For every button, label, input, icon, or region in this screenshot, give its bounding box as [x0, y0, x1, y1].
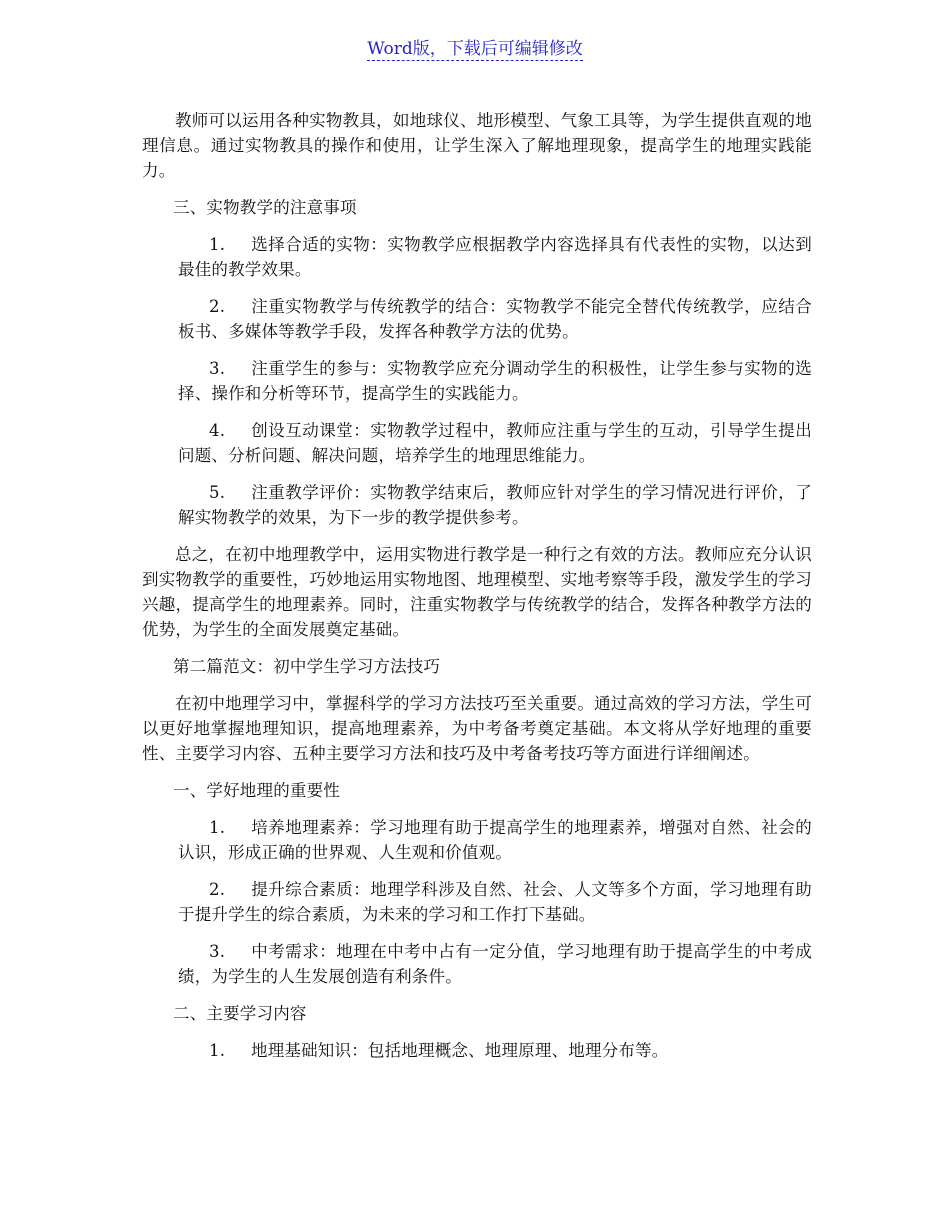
list-text: 提升综合素质：地理学科涉及自然、社会、人文等多个方面，学习地理有助于提升学生的综合素质，为未来的学习和工作打下基础。 [178, 880, 812, 924]
section-heading: 三、实物教学的注意事项 [173, 198, 357, 217]
list-number: 1. [209, 818, 226, 837]
section-heading: 一、学好地理的重要性 [173, 781, 340, 800]
list-text: 注重教学评价：实物教学结束后，教师应针对学生的学习情况进行评价，了解实物教学的效果，为下一步的教学提供参考。 [178, 483, 812, 527]
list-number: 2. [209, 297, 226, 316]
list-item [178, 939, 812, 989]
list-text: 中考需求：地理在中考中占有一定分值，学习地理有助于提高学生的中考成绩，为学生的人生发展创造有利条件。 [178, 942, 812, 986]
list-text: 培养地理素养：学习地理有助于提高学生的地理素养，增强对自然、社会的认识，形成正确的世界观、人生观和价值观。 [178, 818, 812, 862]
page-header [0, 38, 950, 60]
list-number: 5. [209, 483, 226, 502]
list-item [178, 232, 812, 282]
list-item [178, 1038, 812, 1063]
list-item [178, 815, 812, 865]
document-body [142, 108, 812, 1063]
list-number: 4. [209, 421, 226, 440]
list-item [178, 480, 812, 530]
list-text: 选择合适的实物：实物教学应根据教学内容选择具有代表性的实物，以达到最佳的教学效果。 [178, 235, 812, 279]
download-edit-link[interactable]: Word版，下载后可编辑修改 [367, 39, 583, 59]
list-number: 1. [209, 235, 226, 254]
list-number: 2. [209, 880, 226, 899]
list-number: 3. [209, 359, 226, 378]
list-item [178, 294, 812, 344]
list-text: 注重学生的参与：实物教学应充分调动学生的积极性，让学生参与实物的选择、操作和分析等环节，提高学生的实践能力。 [178, 359, 812, 403]
list-item [178, 877, 812, 927]
list-text: 注重实物教学与传统教学的结合：实物教学不能完全替代传统教学，应结合板书、多媒体等教学手段，发挥各种教学方法的优势。 [178, 297, 812, 341]
list-number: 3. [209, 942, 226, 961]
list-number: 1. [209, 1041, 226, 1060]
paragraph: 总之，在初中地理教学中，运用实物进行教学是一种行之有效的方法。教师应充分认识到实物教学的重要性，巧妙地运用实物地图、地理模型、实地考察等手段，激发学生的学习兴趣，提高学生的地理素养。同时，注重实物教学与传统教学的结合，发挥各种教学方法的优势，为学生的全面发展奠定基础。 [142, 545, 812, 639]
list-text: 创设互动课堂：实物教学过程中，教师应注重与学生的互动，引导学生提出问题、分析问题、解决问题，培养学生的地理思维能力。 [178, 421, 812, 465]
article-title: 第二篇范文：初中学生学习方法技巧 [173, 657, 441, 676]
list-item [178, 418, 812, 468]
list-item [178, 356, 812, 406]
paragraph: 教师可以运用各种实物教具，如地球仪、地形模型、气象工具等，为学生提供直观的地理信息。通过实物教具的操作和使用，让学生深入了解地理现象，提高学生的地理实践能力。 [142, 111, 812, 180]
paragraph: 在初中地理学习中，掌握科学的学习方法技巧至关重要。通过高效的学习方法，学生可以更好地掌握地理知识，提高地理素养，为中考备考奠定基础。本文将从学好地理的重要性、主要学习内容、五种主要学习方法和技巧及中考备考技巧等方面进行详细阐述。 [142, 694, 812, 763]
list-text: 地理基础知识：包括地理概念、地理原理、地理分布等。 [251, 1041, 669, 1060]
section-heading: 二、主要学习内容 [173, 1004, 307, 1023]
